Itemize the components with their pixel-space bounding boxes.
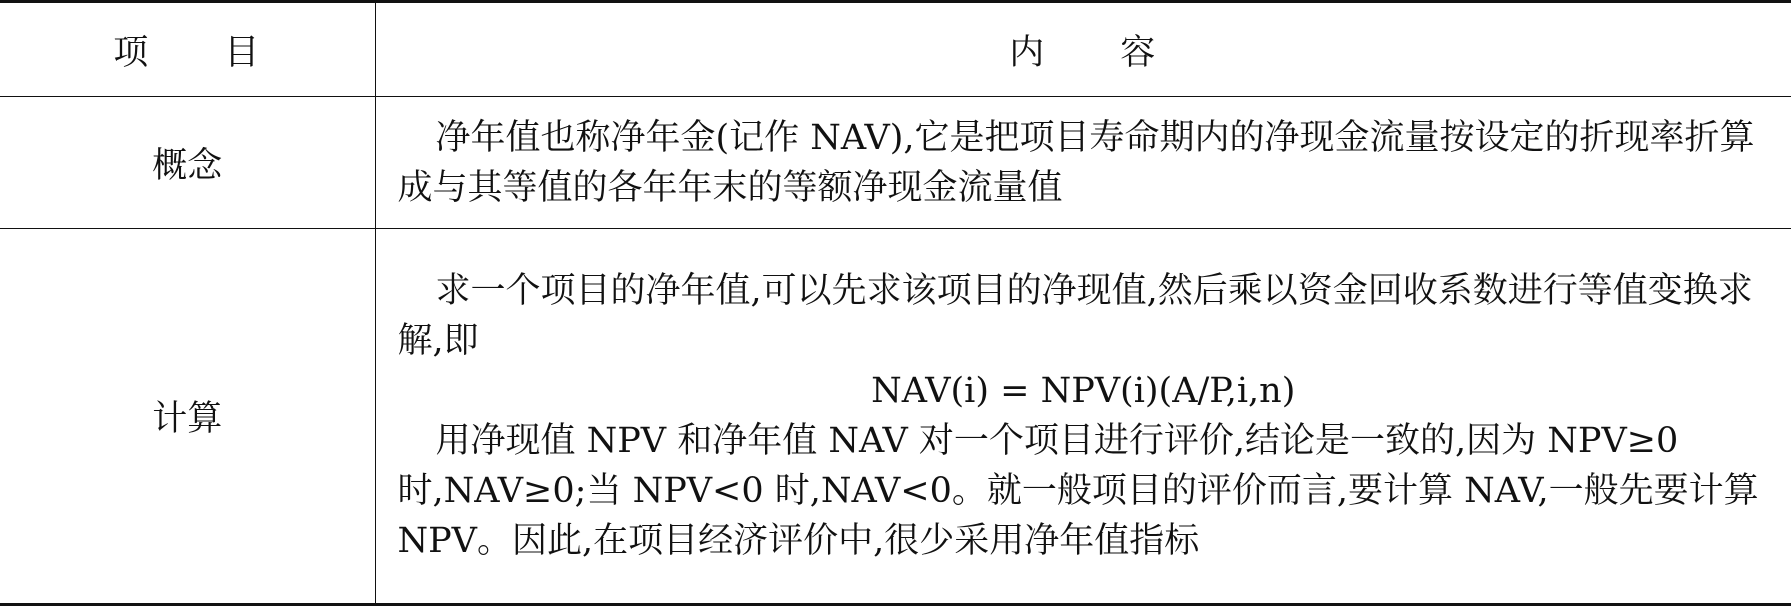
- header-cell-content: [375, 2, 1791, 97]
- row-label-concept: 概念: [152, 145, 223, 186]
- header-label-content: 内 容: [1009, 32, 1158, 73]
- row-content-cell: [375, 97, 1791, 229]
- table-row-concept: [0, 97, 1791, 229]
- nav-formula: NAV(i) = NPV(i)(A/P,i,n): [871, 371, 1296, 411]
- row-label-calculation: 计算: [152, 399, 223, 439]
- calculation-conclusion-paragraph: 用净现值 NPV 和净年值 NAV 对一个项目进行评价,结论是一致的,因为 NPV≥0 时,NAV≥0;当 NPV<0 时,NAV<0。就一般项目的评价而言,要计算 NAV,一般先要计算 NPV。因此,在项目经济评价中,很少采用净年值指标: [397, 421, 1759, 561]
- header-cell-item: [0, 2, 375, 97]
- table-header-row: [0, 2, 1791, 97]
- header-label-item: 项 目: [113, 32, 262, 73]
- calculation-intro-paragraph: 求一个项目的净年值,可以先求该项目的净现值,然后乘以资金回收系数进行等值变换求解,即: [397, 271, 1753, 361]
- row-content-cell: [375, 229, 1791, 605]
- table-row-calculation: [0, 229, 1791, 605]
- row-label-cell: [0, 229, 375, 605]
- row-label-cell: [0, 97, 375, 229]
- concept-paragraph: 净年值也称净年金(记作 NAV),它是把项目寿命期内的净现金流量按设定的折现率折算成与其等值的各年年末的等额净现金流量值: [397, 117, 1755, 208]
